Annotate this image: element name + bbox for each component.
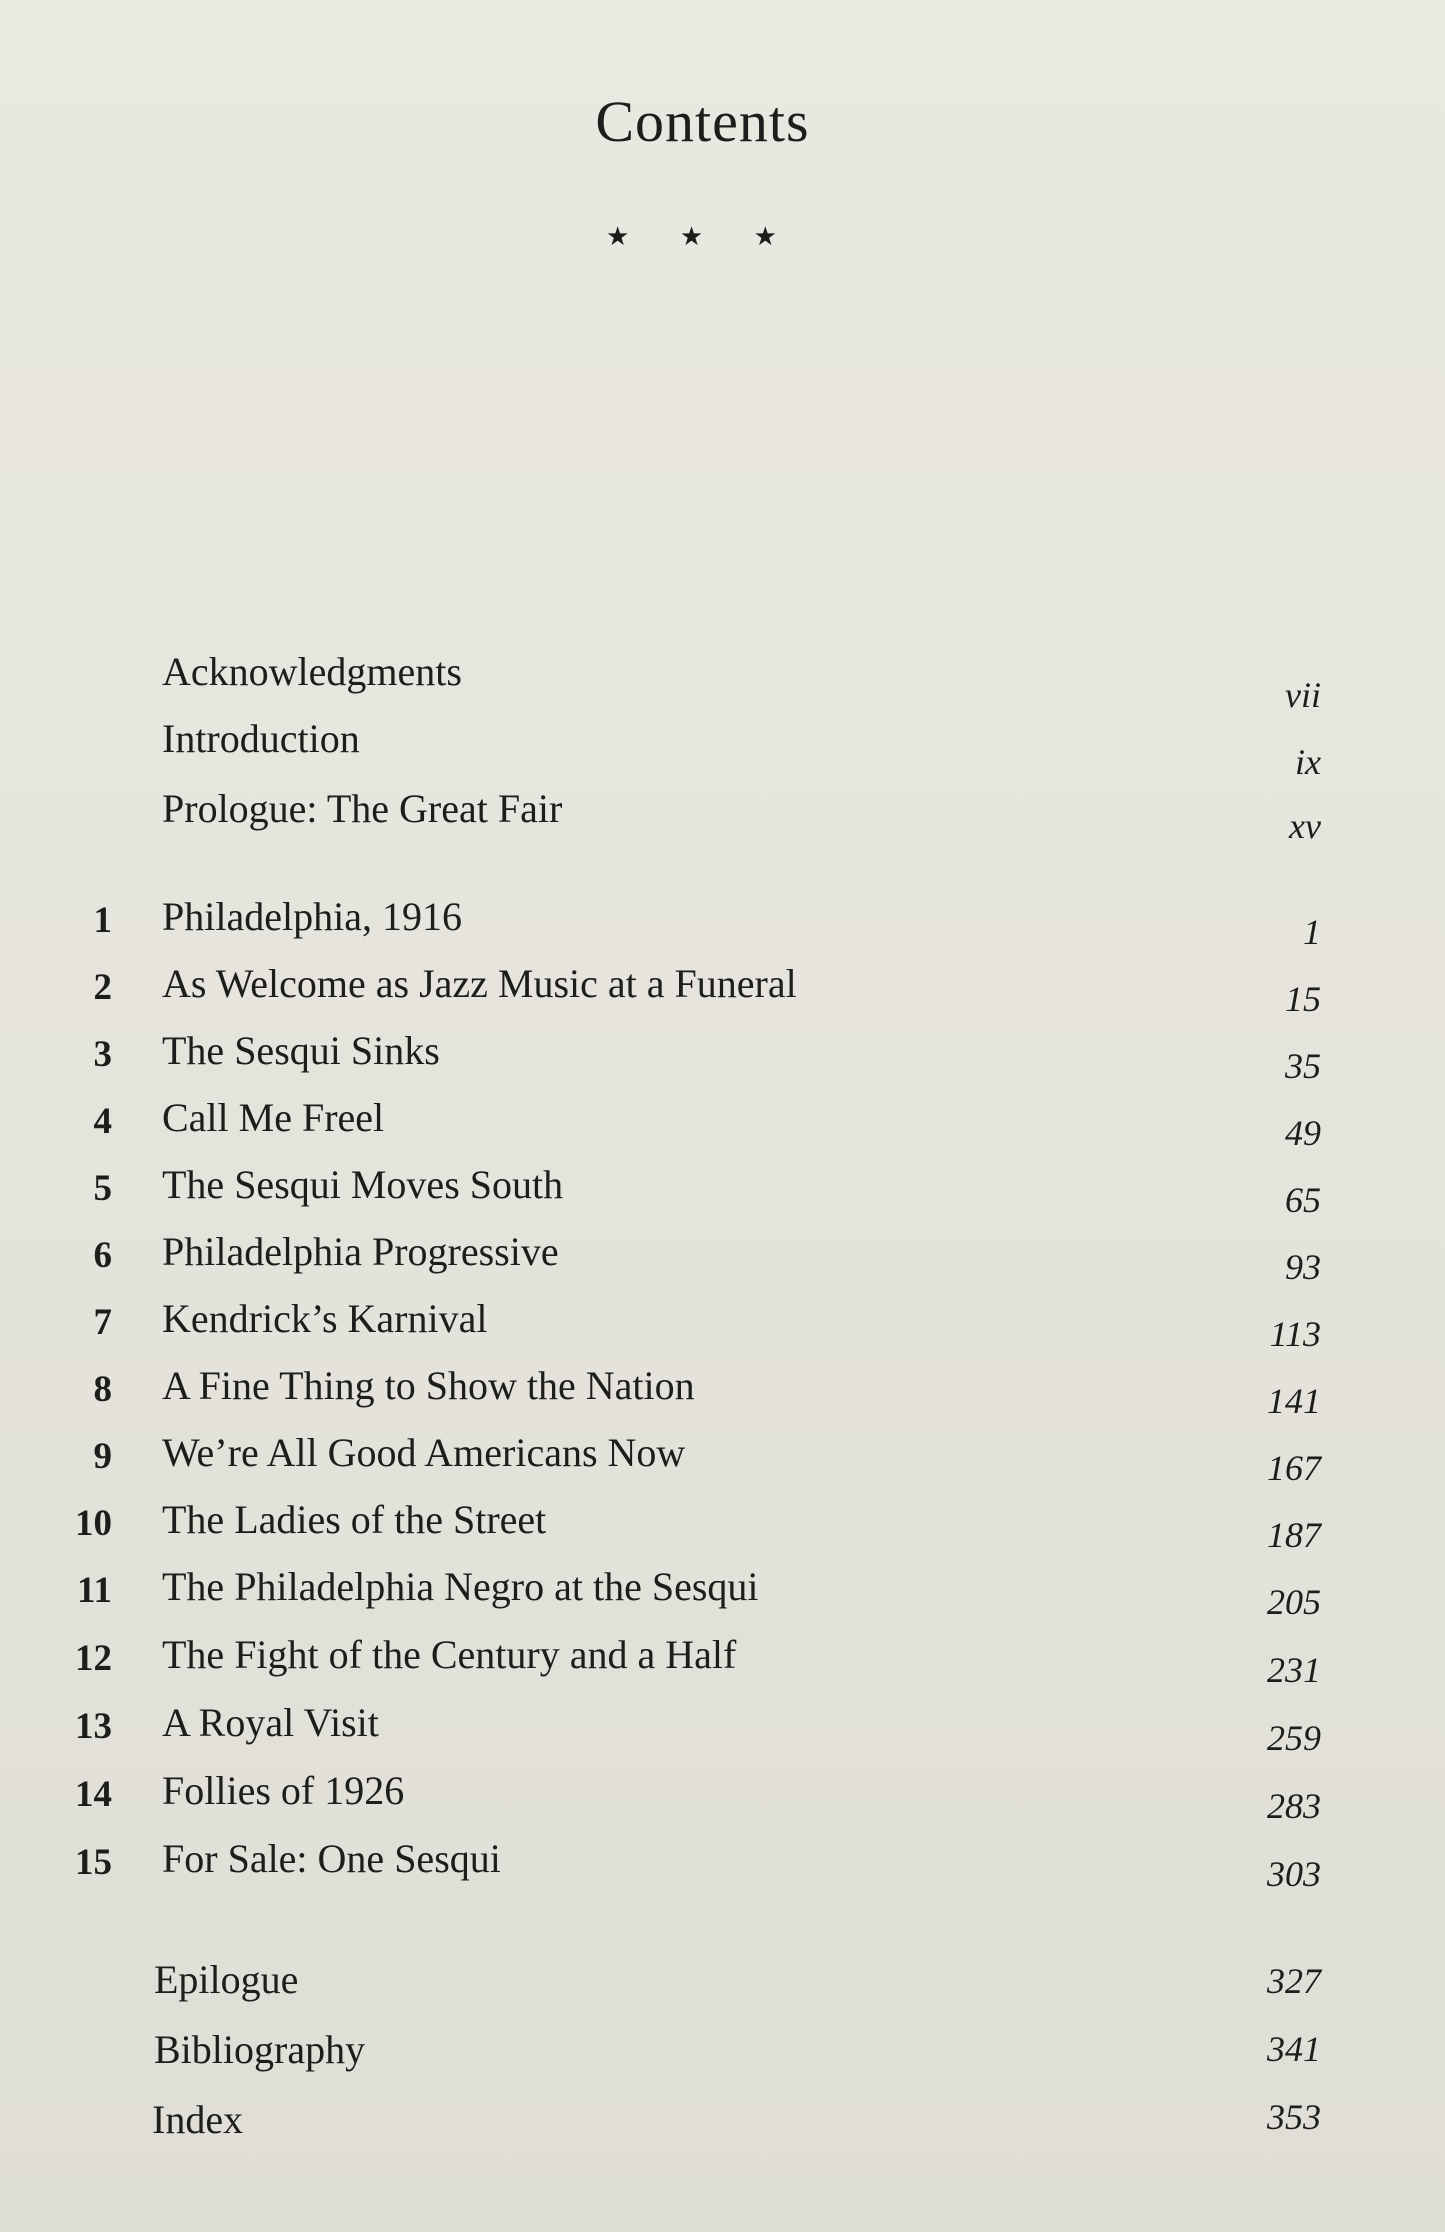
toc-entry-page: 341: [1267, 2029, 1321, 2069]
toc-chapter-1[interactable]: [0, 893, 1445, 953]
chapter-page: 283: [1267, 1786, 1321, 1826]
toc-chapter-14[interactable]: [0, 1767, 1445, 1827]
chapter-title: As Welcome as Jazz Music at a Funeral: [162, 961, 797, 1006]
chapter-title: Kendrick’s Karnival: [162, 1296, 488, 1341]
chapter-title: The Sesqui Moves South: [162, 1162, 564, 1207]
toc-chapter-3[interactable]: [0, 1027, 1445, 1087]
toc-chapter-2[interactable]: [0, 960, 1445, 1020]
chapter-title: A Fine Thing to Show the Nation: [162, 1363, 695, 1408]
chapter-page: 205: [1267, 1582, 1321, 1622]
toc-chapter-15[interactable]: [0, 1835, 1445, 1895]
chapter-page: 141: [1267, 1381, 1321, 1421]
chapter-title: A Royal Visit: [162, 1700, 379, 1745]
toc-entry-label: Epilogue: [154, 1957, 299, 2002]
toc-chapter-8[interactable]: [0, 1362, 1445, 1422]
toc-entry-page: 327: [1267, 1961, 1321, 2001]
star-ornament: ★ ★ ★: [606, 222, 799, 251]
chapter-number: 15: [75, 1842, 112, 1883]
chapter-page: 15: [1285, 979, 1321, 1019]
toc-entry-epilogue[interactable]: [0, 1956, 1445, 2016]
toc-entry-page: 353: [1267, 2097, 1321, 2137]
chapter-title: The Philadelphia Negro at the Sesqui: [162, 1564, 759, 1609]
chapter-page: 65: [1285, 1180, 1321, 1220]
chapter-page: 1: [1303, 912, 1321, 952]
toc-entry-prologue[interactable]: [0, 785, 1445, 845]
chapter-title: The Sesqui Sinks: [162, 1028, 440, 1073]
chapter-page: 113: [1269, 1314, 1321, 1354]
chapter-page: 231: [1267, 1650, 1321, 1690]
chapter-number: 5: [93, 1168, 112, 1209]
chapter-page: 35: [1285, 1046, 1321, 1086]
chapter-number: 3: [93, 1034, 112, 1075]
chapter-page: 93: [1285, 1247, 1321, 1287]
chapter-number: 4: [93, 1101, 112, 1142]
chapter-number: 1: [93, 900, 112, 941]
toc-chapter-9[interactable]: [0, 1429, 1445, 1489]
toc-chapter-13[interactable]: [0, 1699, 1445, 1759]
chapter-number: 7: [93, 1302, 112, 1343]
chapter-number: 14: [75, 1774, 112, 1815]
toc-chapter-4[interactable]: [0, 1094, 1445, 1154]
toc-chapter-10[interactable]: [0, 1496, 1445, 1556]
toc-chapter-12[interactable]: [0, 1631, 1445, 1691]
chapter-title: The Ladies of the Street: [162, 1497, 547, 1542]
toc-entry-label: Acknowledgments: [162, 649, 462, 694]
chapter-number: 2: [93, 967, 112, 1008]
chapter-title: For Sale: One Sesqui: [162, 1836, 501, 1881]
toc-chapter-5[interactable]: [0, 1161, 1445, 1221]
chapter-title: Call Me Freel: [162, 1095, 385, 1140]
chapter-number: 13: [75, 1706, 112, 1747]
chapter-page: 303: [1267, 1854, 1321, 1894]
toc-entry-bibliography[interactable]: [0, 2026, 1445, 2086]
toc-entry-label: Index: [152, 2097, 244, 2142]
toc-entry-index[interactable]: [0, 2096, 1445, 2156]
chapter-title: The Fight of the Century and a Half: [162, 1632, 737, 1677]
toc-chapter-11[interactable]: [0, 1563, 1445, 1623]
toc-chapter-6[interactable]: [0, 1228, 1445, 1288]
chapter-number: 6: [93, 1235, 112, 1276]
chapter-number: 8: [93, 1369, 112, 1410]
toc-entry-page: vii: [1285, 675, 1321, 715]
page-title: Contents: [595, 89, 810, 154]
toc-entry-page: xv: [1289, 806, 1321, 846]
toc-entry-page: ix: [1295, 742, 1321, 782]
chapter-number: 10: [75, 1503, 112, 1544]
chapter-page: 49: [1285, 1113, 1321, 1153]
chapter-page: 187: [1267, 1515, 1321, 1555]
chapter-title: We’re All Good Americans Now: [162, 1430, 686, 1475]
toc-entry-label: Introduction: [162, 716, 360, 761]
chapter-title: Philadelphia Progressive: [162, 1229, 559, 1274]
toc-entry-introduction[interactable]: [0, 715, 1445, 782]
toc-entry-acknowledgments[interactable]: [0, 648, 1445, 715]
chapter-number: 11: [77, 1570, 112, 1611]
chapter-number: 9: [93, 1436, 112, 1477]
toc-entry-label: Bibliography: [154, 2027, 366, 2072]
toc-chapter-7[interactable]: [0, 1295, 1445, 1355]
toc-entry-label: Prologue: The Great Fair: [162, 786, 563, 831]
chapter-title: Philadelphia, 1916: [162, 894, 462, 939]
chapter-page: 167: [1267, 1448, 1321, 1488]
chapter-title: Follies of 1926: [162, 1768, 405, 1813]
chapter-number: 12: [75, 1638, 112, 1679]
chapter-page: 259: [1267, 1718, 1321, 1758]
